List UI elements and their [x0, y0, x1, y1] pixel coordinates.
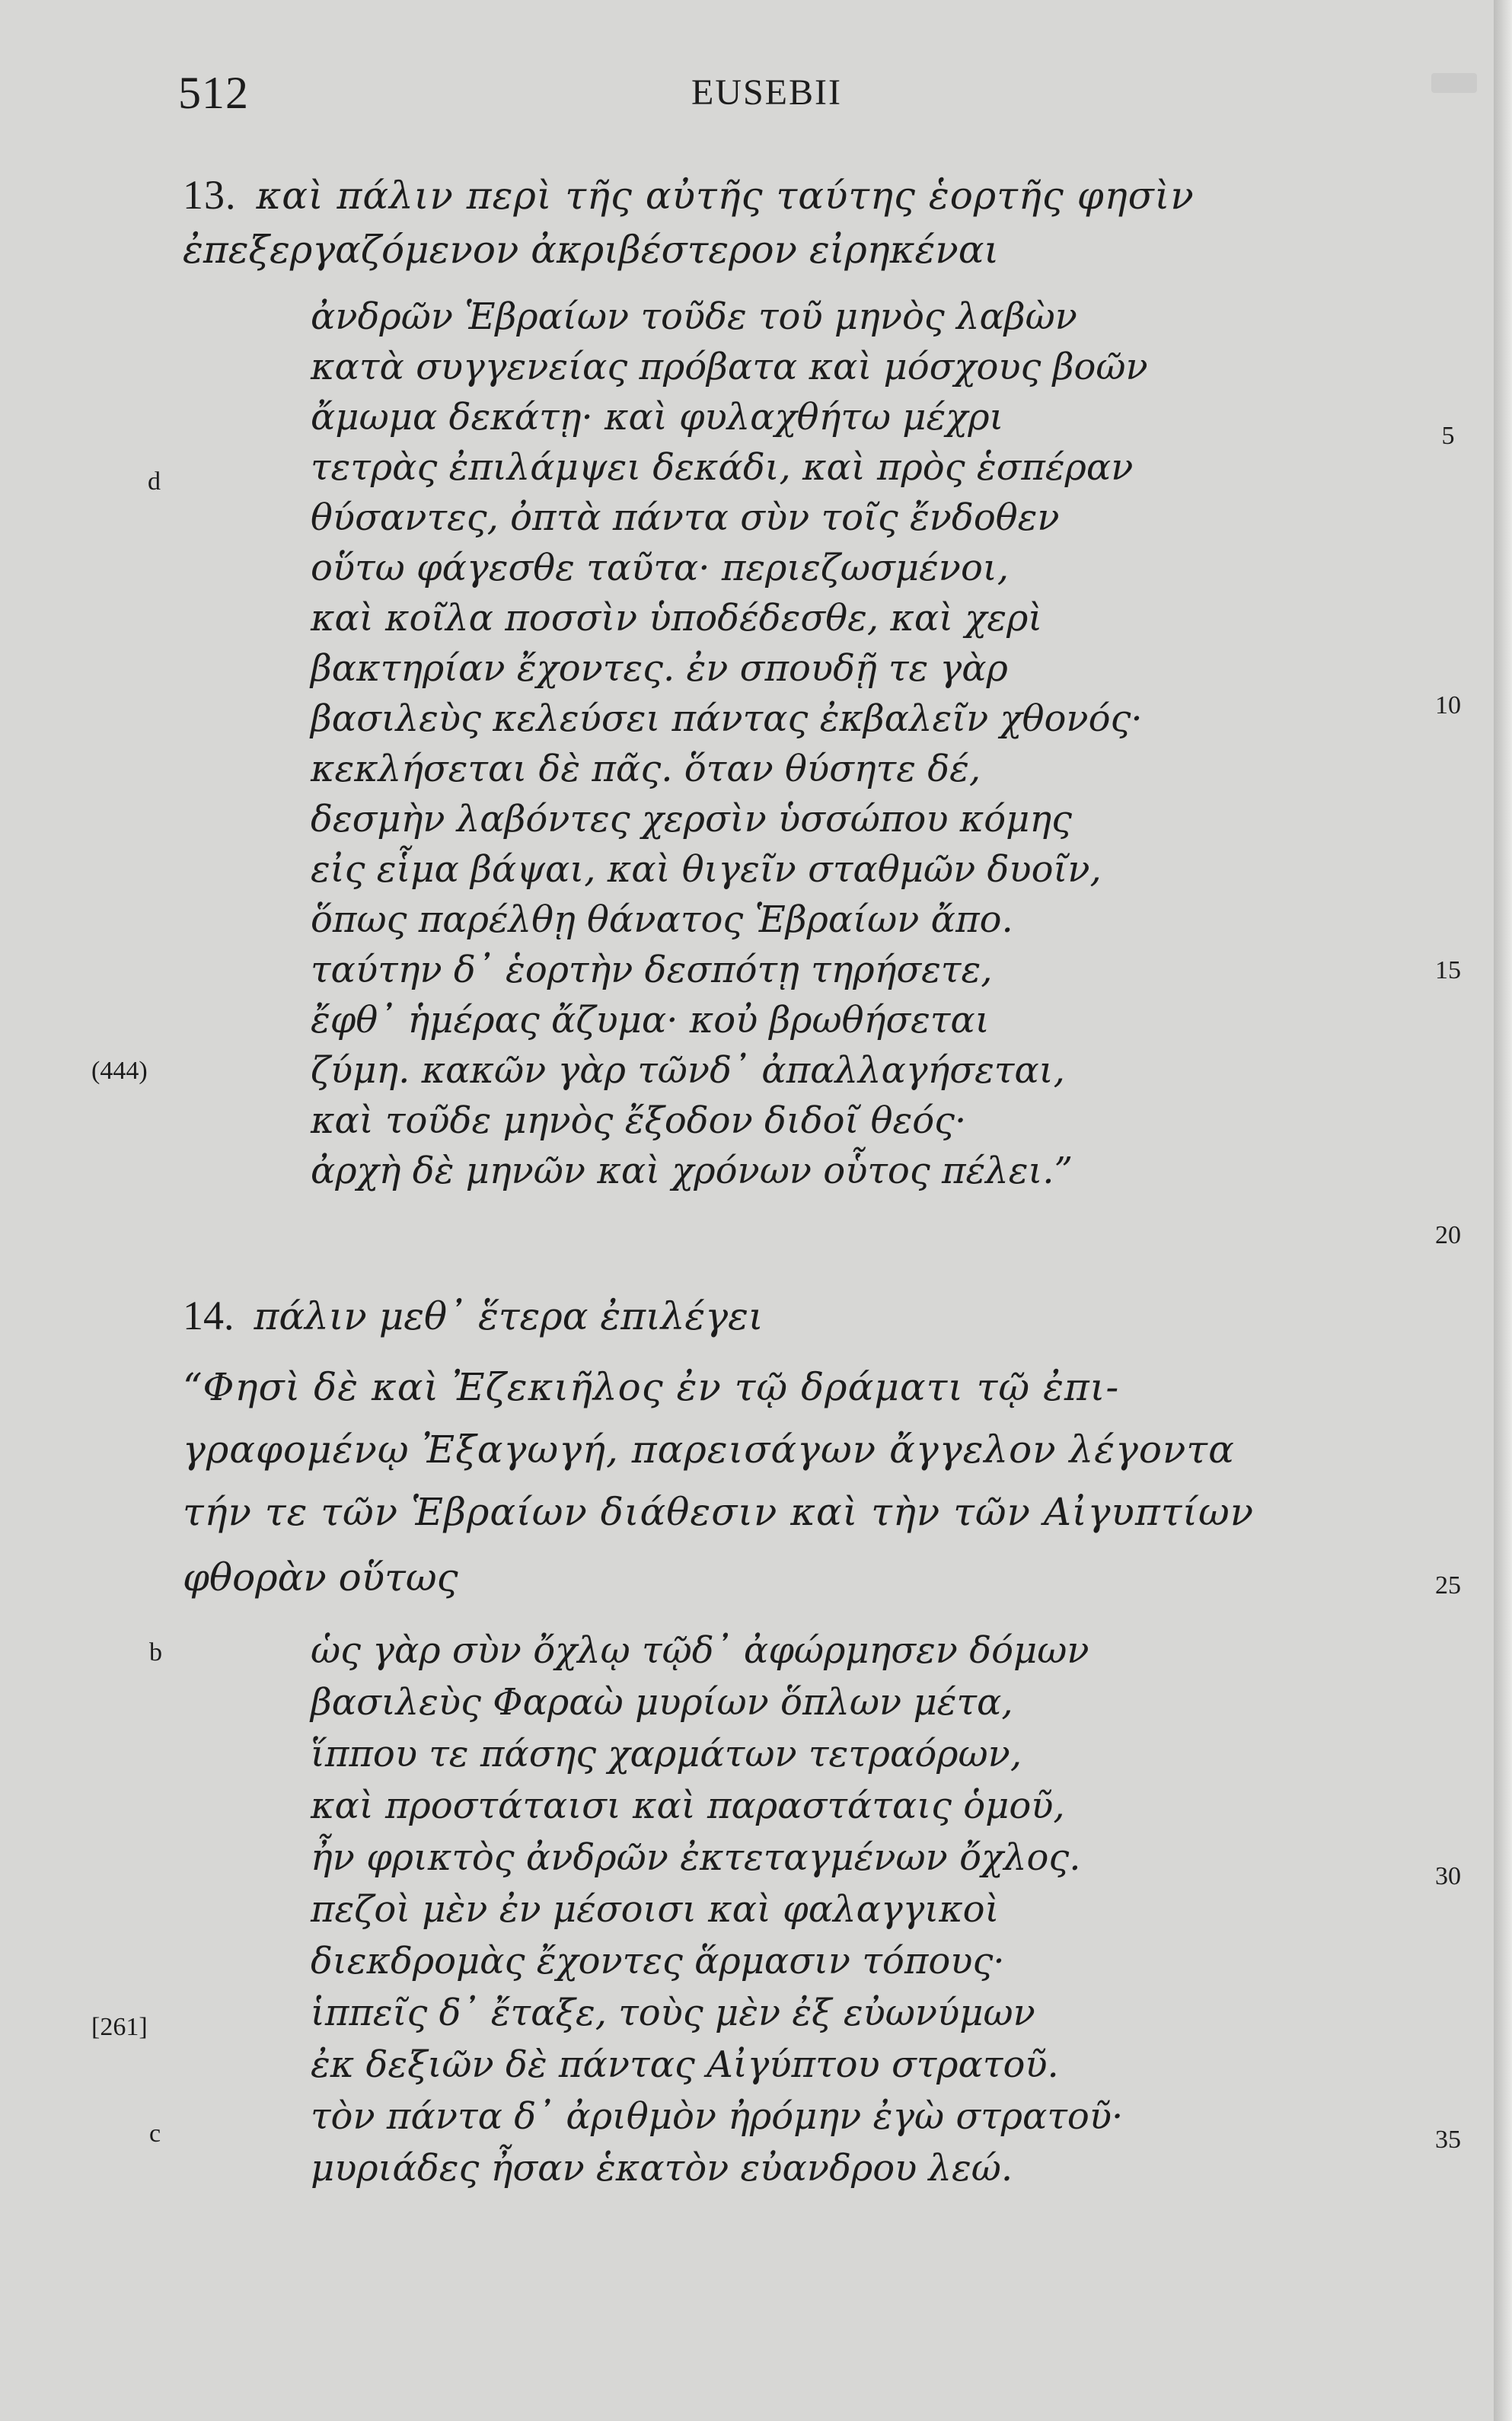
- verse-line: καὶ κοῖλα ποσσὶν ὑποδέδεσθε, καὶ χερὶ: [311, 597, 1043, 640]
- verse-line: θύσαντες, ὀπτὰ πάντα σὺν τοῖς ἔνδοθεν: [311, 496, 1060, 539]
- section-13-intro-1: καὶ πάλιν περὶ τῆς αὐτῆς ταύτης ἑορτῆς φησὶν: [256, 174, 1195, 218]
- line-number-30: 30: [1435, 1862, 1461, 1890]
- verse-line: δεσμὴν λαβόντες χερσὶν ὑσσώπου κόμης: [311, 798, 1072, 840]
- verse-line: ἀνδρῶν Ἑβραίων τοῦδε τοῦ μηνὸς λαβὼν: [311, 295, 1077, 338]
- margin-mark-444: (444): [91, 1057, 148, 1085]
- page-number: 512: [178, 68, 249, 118]
- verse-line: ζύμη. κακῶν γὰρ τῶνδ᾽ ἀπαλλαγήσεται,: [311, 1049, 1065, 1092]
- prose-line: τήν τε τῶν Ἑβραίων διάθεσιν καὶ τὴν τῶν Αἰγυπτίων: [183, 1490, 1255, 1534]
- verse-line: βασιλεὺς Φαραὼ μυρίων ὅπλων μέτα,: [311, 1681, 1013, 1724]
- line-number-10: 10: [1435, 691, 1461, 719]
- line-number-5: 5: [1441, 422, 1455, 450]
- margin-mark-261: [261]: [91, 2013, 148, 2041]
- verse-line: καὶ τοῦδε μηνὸς ἔξοδον διδοῖ θεός·: [311, 1099, 967, 1142]
- running-head: EUSEBII: [691, 72, 842, 113]
- section-14-heading: [183, 1291, 764, 1341]
- verse-line: ὡς γὰρ σὺν ὄχλῳ τῷδ᾽ ἀφώρμησεν δόμων: [311, 1629, 1089, 1672]
- section-13-intro-2: ἐπεξεργαζόμενον ἀκριβέστερον εἰρηκέναι: [183, 228, 1000, 272]
- verse-line: ὅπως παρέλθῃ θάνατος Ἑβραίων ἄπο.: [311, 898, 1013, 941]
- margin-mark-b: b: [149, 1638, 162, 1667]
- verse-line: εἰς εἷμα βάψαι, καὶ θιγεῖν σταθμῶν δυοῖν,: [311, 848, 1102, 891]
- verse-line: κεκλήσεται δὲ πᾶς. ὅταν θύσητε δέ,: [311, 748, 981, 790]
- verse-line: μυριάδες ἦσαν ἑκατὸν εὐανδρου λεώ.: [311, 2147, 1013, 2190]
- margin-mark-d: d: [148, 467, 161, 496]
- verse-line: ἄμωμα δεκάτῃ· καὶ φυλαχθήτω μέχρι: [311, 396, 1004, 439]
- section-14-intro: πάλιν μεθ᾽ ἕτερα ἐπιλέγει: [254, 1294, 764, 1338]
- verse-line: κατὰ συγγενείας πρόβατα καὶ μόσχους βοῶν: [311, 346, 1148, 388]
- verse-line: διεκδρομὰς ἔχοντες ἅρμασιν τόπους·: [311, 1940, 1005, 1982]
- verse-line: ταύτην δ᾽ ἑορτὴν δεσπότῃ τηρήσετε,: [311, 949, 993, 991]
- verse-line: ἦν φρικτὸς ἀνδρῶν ἐκτεταγμένων ὄχλος.: [311, 1836, 1081, 1879]
- section-14-number: 14.: [183, 1293, 234, 1338]
- verse-line: ἱππεῖς δ᾽ ἔταξε, τοὺς μὲν ἐξ εὐωνύμων: [311, 1992, 1035, 2034]
- page-header: [0, 67, 1512, 128]
- verse-line: οὕτω φάγεσθε ταῦτα· περιεζωσμένοι,: [311, 547, 1009, 589]
- line-number-35: 35: [1435, 2126, 1461, 2154]
- prose-line: γραφομένῳ Ἐξαγωγή, παρεισάγων ἄγγελον λέγοντα: [183, 1427, 1235, 1472]
- section-13-line-1: [183, 171, 1195, 220]
- verse-line: ἐκ δεξιῶν δὲ πάντας Αἰγύπτου στρατοῦ.: [311, 2043, 1059, 2086]
- prose-line: “Φησὶ δὲ καὶ Ἐζεκιῆλος ἐν τῷ δράματι τῷ ἐπι-: [183, 1365, 1120, 1409]
- line-number-25: 25: [1435, 1571, 1461, 1600]
- section-13-number: 13.: [183, 172, 237, 218]
- verse-line: τετρὰς ἐπιλάμψει δεκάδι, καὶ πρὸς ἑσπέραν: [311, 446, 1134, 489]
- verse-line: ἵππου τε πάσης χαρμάτων τετραόρων,: [311, 1733, 1022, 1775]
- verse-line: βακτηρίαν ἔχοντες. ἐν σπουδῇ τε γὰρ: [311, 647, 1008, 690]
- line-number-20: 20: [1435, 1221, 1461, 1249]
- verse-line: τὸν πάντα δ᾽ ἀριθμὸν ἠρόμην ἐγὼ στρατοῦ·: [311, 2095, 1124, 2138]
- line-number-15: 15: [1435, 956, 1461, 984]
- page-edge: [1494, 0, 1512, 2421]
- prose-line: φθορὰν οὕτως: [183, 1555, 458, 1600]
- verse-line: πεζοὶ μὲν ἐν μέσοισι καὶ φαλαγγικοὶ: [311, 1888, 1000, 1931]
- verse-line: καὶ προστάταισι καὶ παραστάταις ὁμοῦ,: [311, 1785, 1065, 1827]
- margin-mark-c: c: [149, 2120, 161, 2148]
- verse-line: βασιλεὺς κελεύσει πάντας ἐκβαλεῖν χθονός·: [311, 697, 1143, 740]
- verse-line: ἔφθ᾽ ἡμέρας ἄζυμα· κοὐ βρωθήσεται: [311, 999, 990, 1041]
- verse-line: ἀρχὴ δὲ μηνῶν καὶ χρόνων οὗτος πέλει.”: [311, 1150, 1073, 1192]
